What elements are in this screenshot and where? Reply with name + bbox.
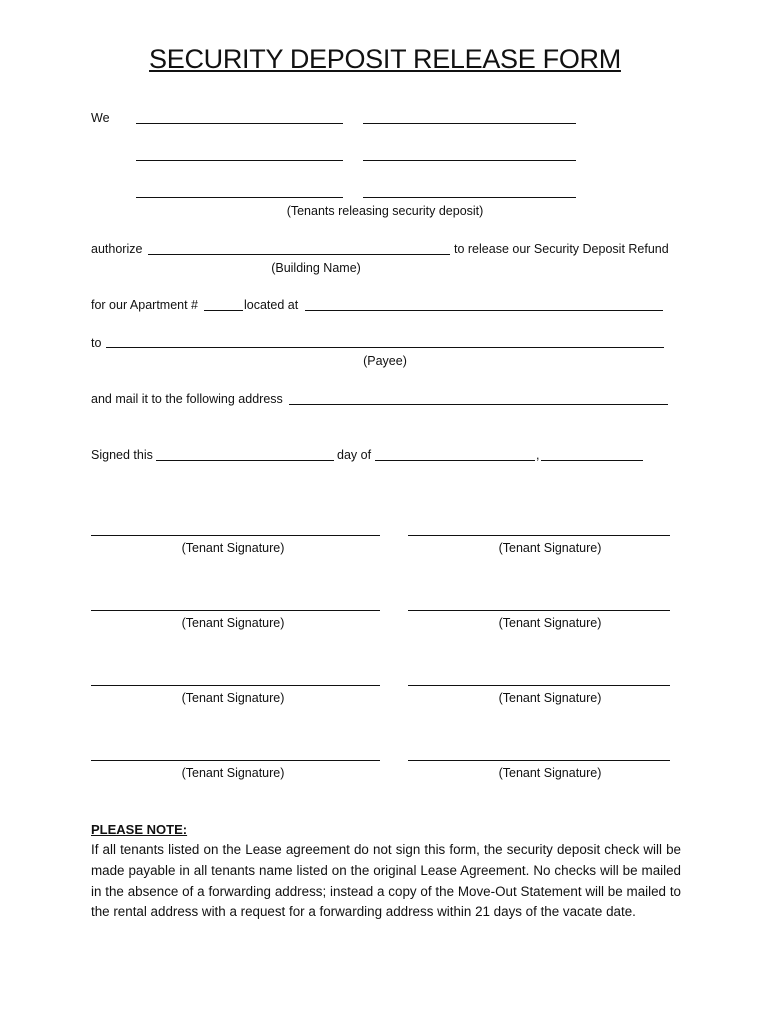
address-located-field[interactable] [305,310,663,311]
tenant-signature-caption: (Tenant Signature) [498,691,602,705]
tenant-signature-caption: (Tenant Signature) [498,766,602,780]
tenant-signature-caption: (Tenant Signature) [498,541,602,555]
tenant-signature-line[interactable] [408,685,670,686]
tenant-signature-caption: (Tenant Signature) [181,616,285,630]
tenant-name-field-2[interactable] [363,123,576,124]
apartment-label: for our Apartment # [91,298,199,312]
building-name-field[interactable] [148,254,450,255]
we-label: We [91,111,110,125]
signed-day-field[interactable] [156,460,334,461]
payee-caption: (Payee) [363,354,407,368]
note-body: If all tenants listed on the Lease agreement do not sign this form, the security deposit check will be made payable in all tenants name listed on the original Lease Agreement. No checks will be mailed in the absence of a forwarding address; instead a copy of the Move-Out Statement will be mailed to the rental address with a request for a forwarding address within 21 days of the vacate date. [91,842,681,920]
tenant-name-field-3[interactable] [136,160,343,161]
tenant-name-field-1[interactable] [136,123,343,124]
release-text: to release our Security Deposit Refund [454,242,669,256]
tenant-signature-line[interactable] [91,610,380,611]
mailing-address-field[interactable] [289,404,668,405]
payee-field[interactable] [106,347,664,348]
signed-year-field[interactable] [541,460,643,461]
tenant-signature-caption: (Tenant Signature) [181,541,285,555]
located-label: located at [244,298,299,312]
tenant-signature-line[interactable] [91,535,380,536]
signed-label: Signed this [91,448,153,462]
tenant-signature-line[interactable] [408,610,670,611]
tenant-signature-line[interactable] [408,535,670,536]
tenant-signature-line[interactable] [91,685,380,686]
building-caption: (Building Name) [271,261,361,275]
tenant-signature-caption: (Tenant Signature) [181,766,285,780]
tenant-name-field-5[interactable] [136,197,343,198]
comma-separator: , [536,448,540,462]
day-of-label: day of [337,448,372,462]
tenant-name-field-6[interactable] [363,197,576,198]
to-label: to [91,336,102,350]
authorize-label: authorize [91,242,143,256]
note-heading: PLEASE NOTE: [91,822,188,837]
signed-month-field[interactable] [375,460,535,461]
tenants-caption: (Tenants releasing security deposit) [286,204,484,218]
tenant-signature-caption: (Tenant Signature) [181,691,285,705]
tenant-signature-caption: (Tenant Signature) [498,616,602,630]
form-title: SECURITY DEPOSIT RELEASE FORM [149,44,621,74]
apartment-number-field[interactable] [204,310,243,311]
mail-label: and mail it to the following address [91,392,283,406]
tenant-signature-line[interactable] [91,760,380,761]
tenant-signature-line[interactable] [408,760,670,761]
tenant-name-field-4[interactable] [363,160,576,161]
